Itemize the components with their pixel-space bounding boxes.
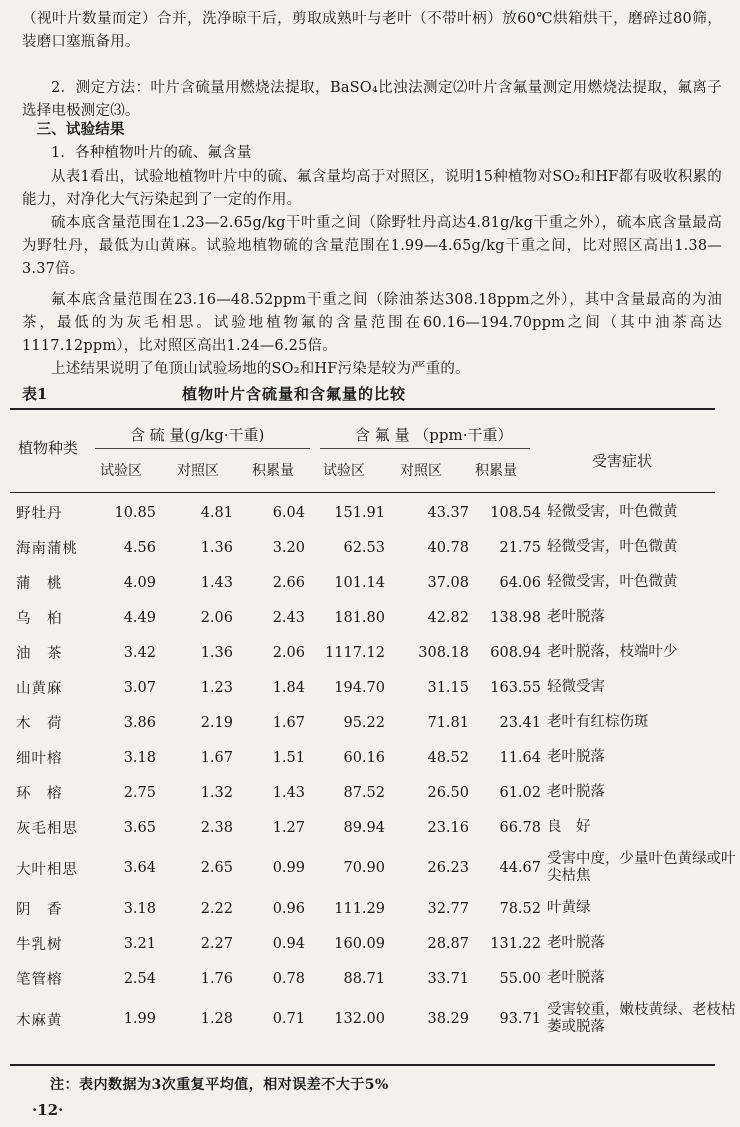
table-row (12, 635, 737, 670)
cell-symptom: 受害中度，少量叶色黄绿或叶尖枯焦 (547, 851, 736, 884)
cell-fluorine-test: 70.90 (343, 860, 385, 876)
table-row (12, 845, 737, 891)
cell-fluorine-accum: 64.06 (499, 574, 541, 591)
table-row (12, 996, 737, 1042)
cell-sulfur-accum: 2.06 (272, 644, 305, 661)
cell-sulfur-control: 1.32 (200, 784, 233, 801)
cell-plant-name: 油 茶 (16, 646, 63, 662)
cell-sulfur-accum: 1.27 (272, 819, 305, 836)
cell-plant-name: 灰毛相思 (16, 821, 78, 837)
paragraph-results-summary: 从表1看出，试验地植物叶片中的硫、氟含量均高于对照区，说明15种植物对SO₂和HF都有吸收积累的能力，对净化大气污染起到了一定的作用。 (22, 169, 722, 208)
cell-sulfur-accum: 3.20 (272, 539, 305, 556)
cell-sulfur-accum: 2.43 (272, 609, 305, 626)
cell-sulfur-control: 1.67 (200, 749, 233, 766)
cell-sulfur-accum: 1.43 (272, 784, 305, 801)
cell-symptom: 老叶脱落 (547, 784, 605, 800)
table-row (12, 705, 737, 740)
cell-sulfur-control: 2.27 (200, 935, 233, 952)
cell-fluorine-accum: 78.52 (499, 900, 541, 917)
cell-plant-name: 牛乳树 (16, 937, 63, 953)
cell-fluorine-control: 26.50 (427, 784, 469, 801)
table-row (12, 810, 737, 845)
cell-plant-name: 笔管榕 (16, 972, 63, 988)
cell-fluorine-test: 111.29 (334, 900, 385, 917)
table-top-rule (10, 408, 715, 410)
cell-fluorine-test: 151.91 (334, 504, 385, 521)
table-row (12, 600, 737, 635)
cell-fluorine-control: 31.15 (427, 679, 469, 696)
table-row (12, 775, 737, 810)
cell-sulfur-accum: 1.67 (272, 714, 305, 731)
table-row (12, 495, 737, 530)
cell-plant-name: 野牡丹 (16, 506, 63, 522)
cell-fluorine-control: 32.77 (427, 900, 469, 917)
cell-fluorine-control: 308.18 (418, 644, 469, 661)
cell-sulfur-control: 2.19 (200, 714, 233, 731)
page-number: ·12· (32, 1101, 64, 1119)
cell-plant-name: 蒲 桃 (16, 576, 63, 592)
cell-sulfur-accum: 0.71 (272, 1011, 305, 1027)
cell-symptom: 叶黄绿 (547, 900, 591, 916)
cell-fluorine-accum: 11.64 (499, 749, 541, 766)
cell-fluorine-control: 37.08 (427, 574, 469, 591)
data-table (12, 495, 737, 1042)
cell-sulfur-control: 4.81 (200, 504, 233, 521)
cell-fluorine-accum: 23.41 (499, 714, 541, 731)
cell-sulfur-accum: 1.51 (272, 749, 305, 766)
header-symptom: 受害症状 (592, 452, 653, 470)
paragraph-sample-prep: （视叶片数量而定）合并，洗净晾干后，剪取成熟叶与老叶（不带叶柄）放60℃烘箱烘干，磨碎过80筛，装磨口塞瓶备用。 (22, 11, 722, 50)
cell-sulfur-control: 1.36 (200, 644, 233, 661)
cell-sulfur-test: 3.65 (123, 819, 156, 836)
cell-fluorine-test: 88.71 (343, 970, 385, 987)
cell-symptom: 老叶脱落 (547, 749, 605, 765)
cell-fluorine-test: 194.70 (334, 679, 385, 696)
table-row (12, 530, 737, 565)
cell-fluorine-test: 181.80 (334, 609, 385, 626)
cell-symptom: 受害较重，嫩枝黄绿、老枝枯萎或脱落 (547, 1002, 736, 1035)
cell-plant-name: 环 榕 (16, 786, 63, 802)
cell-fluorine-control: 33.71 (427, 970, 469, 987)
fluorine-group-rule (320, 448, 530, 449)
header-sulfur-test: 试验区 (100, 463, 142, 479)
cell-sulfur-test: 3.86 (123, 714, 156, 731)
cell-sulfur-control: 1.23 (200, 679, 233, 696)
subsection-heading: 1．各种植物叶片的硫、氟含量 (51, 145, 252, 161)
cell-symptom: 轻微受害，叶色微黄 (547, 539, 678, 555)
table-footnote: 注：表内数据为3次重复平均值，相对误差不大于5% (50, 1077, 389, 1093)
table-row (12, 926, 737, 961)
cell-plant-name: 木麻黄 (16, 1012, 63, 1029)
cell-sulfur-test: 2.75 (123, 784, 156, 801)
section-heading: 三、试验结果 (36, 121, 125, 138)
cell-fluorine-accum: 44.67 (499, 860, 541, 876)
header-sulfur-accum: 积累量 (252, 463, 294, 479)
cell-sulfur-test: 3.64 (123, 860, 156, 876)
table-bottom-rule (10, 1064, 715, 1066)
cell-fluorine-control: 71.81 (427, 714, 469, 731)
cell-sulfur-test: 2.54 (123, 970, 156, 987)
header-plant: 植物种类 (18, 439, 79, 457)
cell-sulfur-control: 1.76 (200, 970, 233, 987)
cell-fluorine-accum: 93.71 (499, 1011, 541, 1027)
cell-fluorine-test: 101.14 (334, 574, 385, 591)
cell-fluorine-accum: 66.78 (499, 819, 541, 836)
cell-fluorine-accum: 163.55 (490, 679, 541, 696)
cell-fluorine-test: 62.53 (343, 539, 385, 556)
cell-fluorine-control: 40.78 (427, 539, 469, 556)
table-row (12, 740, 737, 775)
cell-fluorine-control: 42.82 (427, 609, 469, 626)
cell-fluorine-control: 28.87 (427, 935, 469, 952)
cell-fluorine-accum: 21.75 (499, 539, 541, 556)
paragraph-fluorine: 氟本底含量范围在23.16—48.52ppm干重之间（除油茶达308.18ppm之外），其中含量最高的为油茶，最低的为灰毛相思。试验地植物氟的含量范围在60.16—194.70ppm之间（其中油茶高达1117.12ppm），比对照区高出1.24—6.25倍。 (22, 292, 722, 354)
header-fluorine-group: 含 氟 量 （ppm·干重） (355, 426, 513, 444)
header-fluorine-accum: 积累量 (475, 463, 517, 479)
cell-sulfur-control: 2.65 (200, 860, 233, 876)
cell-plant-name: 细叶榕 (16, 751, 63, 767)
cell-fluorine-control: 48.52 (427, 749, 469, 766)
cell-symptom: 老叶脱落 (547, 970, 605, 986)
table-row (12, 670, 737, 705)
cell-symptom: 轻微受害 (547, 679, 605, 695)
paragraph-sulfur: 硫本底含量范围在1.23—2.65g/kg干叶重之间（除野牡丹高达4.81g/kg干重之外），硫本底含量最高为野牡丹，最低为山黄麻。试验地植物硫的含量范围在1.99—4.65g/kg干重之间，比对照区高出1.38—3.37倍。 (22, 215, 722, 277)
cell-plant-name: 山黄麻 (16, 681, 63, 697)
table-row (12, 891, 737, 926)
cell-sulfur-test: 3.07 (123, 679, 156, 696)
table-header-rule (10, 492, 715, 493)
cell-symptom: 轻微受害，叶色微黄 (547, 574, 678, 590)
cell-sulfur-test: 4.09 (123, 574, 156, 591)
cell-sulfur-control: 1.36 (200, 539, 233, 556)
header-fluorine-test: 试验区 (323, 463, 365, 479)
cell-sulfur-accum: 0.96 (272, 900, 305, 917)
header-fluorine-control: 对照区 (400, 463, 442, 479)
cell-fluorine-test: 60.16 (343, 749, 385, 766)
cell-sulfur-test: 3.18 (123, 749, 156, 766)
cell-fluorine-control: 23.16 (427, 819, 469, 836)
cell-sulfur-accum: 0.94 (272, 935, 305, 952)
table-title: 植物叶片含硫量和含氟量的比较 (182, 385, 407, 403)
cell-fluorine-accum: 55.00 (499, 970, 541, 987)
cell-fluorine-test: 132.00 (334, 1011, 385, 1027)
header-sulfur-group: 含 硫 量(g/kg·干重) (130, 426, 265, 444)
cell-fluorine-accum: 608.94 (490, 644, 541, 661)
sulfur-group-rule (95, 448, 310, 449)
cell-plant-name: 乌 桕 (16, 611, 63, 627)
cell-sulfur-control: 2.06 (200, 609, 233, 626)
paragraph-conclusion: 上述结果说明了龟顶山试验场地的SO₂和HF污染是较为严重的。 (51, 361, 470, 377)
cell-sulfur-accum: 2.66 (272, 574, 305, 591)
cell-sulfur-accum: 6.04 (272, 504, 305, 521)
cell-sulfur-test: 4.56 (123, 539, 156, 556)
cell-fluorine-accum: 131.22 (490, 935, 541, 952)
cell-symptom: 老叶脱落 (547, 935, 605, 951)
cell-plant-name: 阴 香 (16, 902, 63, 918)
cell-fluorine-test: 1117.12 (325, 644, 385, 661)
cell-plant-name: 木 荷 (16, 716, 63, 732)
cell-sulfur-test: 1.99 (123, 1011, 156, 1027)
cell-sulfur-control: 1.28 (200, 1011, 233, 1027)
cell-sulfur-control: 2.22 (200, 900, 233, 917)
cell-symptom: 轻微受害，叶色微黄 (547, 504, 678, 520)
cell-sulfur-control: 2.38 (200, 819, 233, 836)
header-sulfur-control: 对照区 (177, 463, 219, 479)
cell-symptom: 良 好 (547, 819, 591, 835)
cell-sulfur-accum: 1.84 (272, 679, 305, 696)
cell-sulfur-test: 3.21 (123, 935, 156, 952)
cell-sulfur-test: 10.85 (114, 504, 156, 521)
cell-fluorine-test: 160.09 (334, 935, 385, 952)
cell-sulfur-control: 1.43 (200, 574, 233, 591)
paragraph-method: 2．测定方法：叶片含硫量用燃烧法提取，BaSO₄比浊法测定⑵叶片含氟量测定用燃烧法提取，氟离子选择电极测定⑶。 (22, 80, 722, 119)
cell-symptom: 老叶脱落 (547, 609, 605, 625)
cell-sulfur-test: 4.49 (123, 609, 156, 626)
cell-sulfur-test: 3.42 (123, 644, 156, 661)
cell-fluorine-test: 89.94 (343, 819, 385, 836)
cell-symptom: 老叶脱落，枝端叶少 (547, 644, 678, 660)
cell-symptom: 老叶有红棕伤斑 (547, 714, 649, 730)
cell-fluorine-control: 43.37 (427, 504, 469, 521)
cell-sulfur-test: 3.18 (123, 900, 156, 917)
cell-fluorine-accum: 61.02 (499, 784, 541, 801)
table-number: 表1 (22, 385, 48, 403)
cell-fluorine-test: 87.52 (343, 784, 385, 801)
cell-plant-name: 大叶相思 (16, 861, 78, 878)
cell-sulfur-accum: 0.99 (272, 860, 305, 876)
cell-fluorine-accum: 138.98 (490, 609, 541, 626)
cell-fluorine-control: 26.23 (427, 860, 469, 876)
table-row (12, 961, 737, 996)
cell-fluorine-test: 95.22 (343, 714, 385, 731)
cell-plant-name: 海南蒲桃 (16, 541, 78, 557)
table-row (12, 565, 737, 600)
cell-fluorine-accum: 108.54 (490, 504, 541, 521)
cell-fluorine-control: 38.29 (427, 1011, 469, 1027)
cell-sulfur-accum: 0.78 (272, 970, 305, 987)
